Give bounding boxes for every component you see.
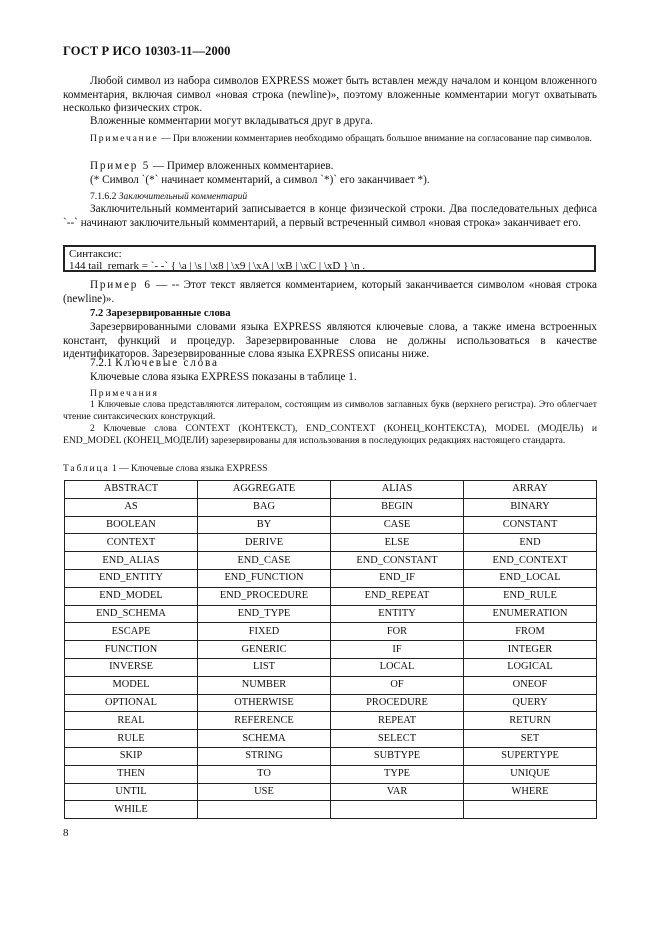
table-cell: OPTIONAL — [65, 694, 198, 712]
table-row — [65, 569, 597, 587]
document-header: ГОСТ Р ИСО 10303-11—2000 — [63, 44, 231, 58]
page-number: 8 — [63, 827, 69, 839]
table-cell: AGGREGATE — [198, 481, 331, 499]
table-row — [65, 498, 597, 516]
table-caption-text: 1 — Ключевые слова языка EXPRESS — [109, 463, 268, 474]
table-caption — [63, 463, 597, 475]
table-cell: FOR — [331, 623, 464, 641]
table-cell: INTEGER — [464, 641, 597, 659]
table-cell: FROM — [464, 623, 597, 641]
table-cell: INVERSE — [65, 658, 198, 676]
table-cell: RULE — [65, 730, 198, 748]
table-row — [65, 587, 597, 605]
table-row — [65, 730, 597, 748]
table-label: Таблица — [63, 463, 110, 474]
table-cell: END_SCHEMA — [65, 605, 198, 623]
table-cell: END_TYPE — [198, 605, 331, 623]
table-cell: TO — [198, 765, 331, 783]
table-cell: BOOLEAN — [65, 516, 198, 534]
example-6 — [63, 279, 597, 306]
table-cell: SUBTYPE — [331, 747, 464, 765]
table-cell: FUNCTION — [65, 641, 198, 659]
table-cell: ABSTRACT — [65, 481, 198, 499]
table-cell: END_IF — [331, 569, 464, 587]
example-6-label: Пример 6 — [90, 279, 152, 291]
table-cell — [198, 801, 331, 819]
syntax-rule: 144 tail_remark = `- -` { \a | \s | \x8 | \x9 | \xA | \xB | \xC | \xD } \n . — [69, 260, 366, 272]
table-cell: LOGICAL — [464, 658, 597, 676]
table-cell: BAG — [198, 498, 331, 516]
section-721-number: 7.2.1 — [90, 357, 113, 369]
table-cell: END_LOCAL — [464, 569, 597, 587]
table-cell: OTHERWISE — [198, 694, 331, 712]
table-cell: ELSE — [331, 534, 464, 552]
keywords-table — [64, 480, 597, 819]
example-5 — [63, 160, 597, 174]
note-1-label: Примечание — [90, 133, 159, 144]
table-row — [65, 641, 597, 659]
table-cell: THEN — [65, 765, 198, 783]
section-7162-number: 7.1.6.2 — [90, 191, 117, 202]
table-cell: END_FUNCTION — [198, 569, 331, 587]
table-row — [65, 765, 597, 783]
note-1-text: — При вложении комментариев необходимо обращать большое внимание на согласование пар символов. — [158, 133, 592, 144]
table-row — [65, 783, 597, 801]
table-cell: NUMBER — [198, 676, 331, 694]
table-cell — [331, 801, 464, 819]
table-cell: OF — [331, 676, 464, 694]
table-cell: ALIAS — [331, 481, 464, 499]
table-cell: LOCAL — [331, 658, 464, 676]
section-721-heading — [63, 357, 597, 371]
table-cell: FIXED — [198, 623, 331, 641]
table-cell: SELECT — [331, 730, 464, 748]
example-5-code: (* Символ `(*` начинает комментарий, а символ `*)` его заканчивает *). — [90, 174, 430, 186]
paragraph-keywords-intro: Ключевые слова языка EXPRESS показаны в таблице 1. — [90, 371, 357, 383]
table-cell: END_CONSTANT — [331, 552, 464, 570]
table-cell: BEGIN — [331, 498, 464, 516]
table-cell: MODEL — [65, 676, 198, 694]
table-row — [65, 658, 597, 676]
table-row — [65, 623, 597, 641]
table-cell: REPEAT — [331, 712, 464, 730]
section-721-title: Ключевые слова — [115, 357, 219, 369]
section-7162-heading — [63, 191, 597, 203]
table-cell: UNIQUE — [464, 765, 597, 783]
table-cell: STRING — [198, 747, 331, 765]
table-cell: GENERIC — [198, 641, 331, 659]
table-row — [65, 605, 597, 623]
table-cell: WHILE — [65, 801, 198, 819]
table-cell: BY — [198, 516, 331, 534]
table-cell: ARRAY — [464, 481, 597, 499]
table-row — [65, 552, 597, 570]
table-cell: SKIP — [65, 747, 198, 765]
table-cell: DERIVE — [198, 534, 331, 552]
example-6-text: — -- Этот текст является комментарием, который заканчивается символом «новая строка (newline)». — [63, 279, 598, 305]
table-cell: END_REPEAT — [331, 587, 464, 605]
table-cell: END_CONTEXT — [464, 552, 597, 570]
table-cell: TYPE — [331, 765, 464, 783]
section-7162-title: Заключительный комментарий — [118, 191, 248, 202]
table-cell: ONEOF — [464, 676, 597, 694]
table-cell: SUPERTYPE — [464, 747, 597, 765]
note-b: 2 Ключевые слова CONTEXT (КОНТЕКСТ), END_CONTEXT (КОНЕЦ_КОНТЕКСТА), MODEL (МОДЕЛЬ) и END_MODEL (КОНЕЦ_МОДЕЛИ) зарезервированы для использования в последующих редакциях настоящего стандарта. — [63, 423, 597, 446]
table-cell: VAR — [331, 783, 464, 801]
table-row — [65, 747, 597, 765]
notes-label: Примечания — [90, 388, 159, 399]
table-cell: END_MODEL — [65, 587, 198, 605]
note-a: 1 Ключевые слова представляются литералом, состоящим из символов заглавных букв (верхнего регистра). Это облегчает чтение синтаксических конструкций. — [63, 399, 597, 422]
table-cell: AS — [65, 498, 198, 516]
table-cell: SCHEMA — [198, 730, 331, 748]
note-1 — [63, 133, 597, 145]
paragraph-nesting: Вложенные комментарии могут вкладываться друг в друга. — [90, 115, 373, 127]
table-cell: REAL — [65, 712, 198, 730]
table-cell: PROCEDURE — [331, 694, 464, 712]
table-cell: END_ENTITY — [65, 569, 198, 587]
table-cell: CASE — [331, 516, 464, 534]
table-cell — [464, 801, 597, 819]
table-cell: USE — [198, 783, 331, 801]
table-cell: UNTIL — [65, 783, 198, 801]
table-cell: CONSTANT — [464, 516, 597, 534]
example-5-text: — Пример вложенных комментариев. — [150, 160, 334, 172]
table-cell: CONTEXT — [65, 534, 198, 552]
paragraph-reserved-words: Зарезервированными словами языка EXPRESS являются ключевые слова, а также имена встроенных констант, функций и процедур. Зарезервированные слова не должны использоваться в качестве идентификаторов. Зарезервированные слова языка EXPRESS описаны ниже. — [63, 321, 597, 361]
paragraph-nested-comment-chars: Любой символ из набора символов EXPRESS может быть вставлен между началом и концом вложенного комментария, включая символ «новая строка (newline)», поэтому вложенные комментарии могут охватывать несколько физических строк. — [63, 75, 597, 115]
table-row — [65, 694, 597, 712]
table-cell: ENUMERATION — [464, 605, 597, 623]
table-cell: END_RULE — [464, 587, 597, 605]
paragraph-tail-remark: Заключительный комментарий записывается в конце физической строки. Два последовательных дефиса `--` начинают заключительный комментарий, а первый встреченный символ «новая строка» заканчивает его. — [63, 203, 597, 229]
table-cell: SET — [464, 730, 597, 748]
table-cell: RETURN — [464, 712, 597, 730]
table-row — [65, 801, 597, 819]
table-cell: WHERE — [464, 783, 597, 801]
table-row — [65, 712, 597, 730]
table-cell: BINARY — [464, 498, 597, 516]
table-cell: END_CASE — [198, 552, 331, 570]
table-cell: REFERENCE — [198, 712, 331, 730]
table-row — [65, 676, 597, 694]
table-cell: END_ALIAS — [65, 552, 198, 570]
table-cell: IF — [331, 641, 464, 659]
syntax-box — [63, 245, 596, 272]
table-cell: QUERY — [464, 694, 597, 712]
syntax-label: Синтаксис: — [69, 248, 122, 260]
table-cell: END — [464, 534, 597, 552]
table-cell: LIST — [198, 658, 331, 676]
table-cell: END_PROCEDURE — [198, 587, 331, 605]
table-cell: ENTITY — [331, 605, 464, 623]
example-5-label: Пример 5 — [90, 160, 151, 172]
table-cell: ESCAPE — [65, 623, 198, 641]
table-row — [65, 534, 597, 552]
table-row — [65, 481, 597, 499]
table-row — [65, 516, 597, 534]
section-72-heading: 7.2 Зарезервированные слова — [90, 308, 231, 319]
